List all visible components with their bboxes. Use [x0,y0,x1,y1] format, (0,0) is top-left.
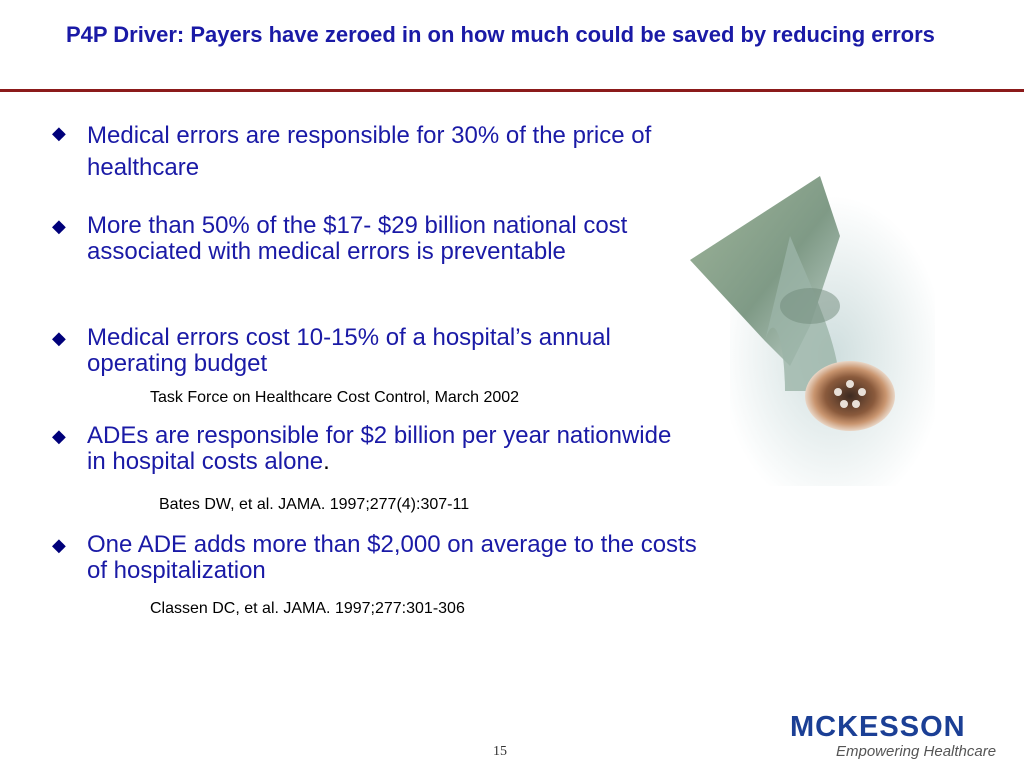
slide-title: P4P Driver: Payers have zeroed in on how much could be saved by reducing errors [66,22,935,47]
page-number: 15 [493,744,507,759]
bullet-text: ADEs are responsible for $2 billion per year nationwide in hospital costs alone [87,422,672,475]
citation: Bates DW, et al. JAMA. 1997;277(4):307-11 [159,496,470,513]
diamond-bullet-icon: ◆ [52,216,66,236]
bullet-text: More than 50% of the $17- $29 billion national cost associated with medical errors is preventable [87,212,628,265]
citation: Classen DC, et al. JAMA. 1997;277:301-306 [150,600,465,617]
bullet-item [52,325,647,377]
money-down-drain-icon [690,176,940,486]
diamond-bullet-icon: ◆ [52,535,66,555]
bullet-text: One ADE adds more than $2,000 on average to the costs of hospitalization [87,531,697,584]
bullet-text: Medical errors cost 10-15% of a hospital’s annual operating budget [87,324,611,377]
diamond-bullet-icon: ◆ [52,123,66,143]
diamond-bullet-icon: ◆ [52,426,66,446]
bullet-item [52,120,707,184]
title-divider [0,89,1024,92]
bullet-period: . [323,448,330,475]
logo-tagline: Empowering Healthcare [836,743,997,760]
citation: Task Force on Healthcare Cost Control, March 2002 [150,389,520,406]
bullet-item [52,532,707,584]
company-logo [790,712,1000,762]
diamond-bullet-icon: ◆ [52,328,66,348]
logo-wordmark: MCKESSON [790,711,966,743]
bullet-item [52,423,677,475]
bullet-text: Medical errors are responsible for 30% of the price of healthcare [87,122,652,181]
bullet-item [52,213,707,265]
